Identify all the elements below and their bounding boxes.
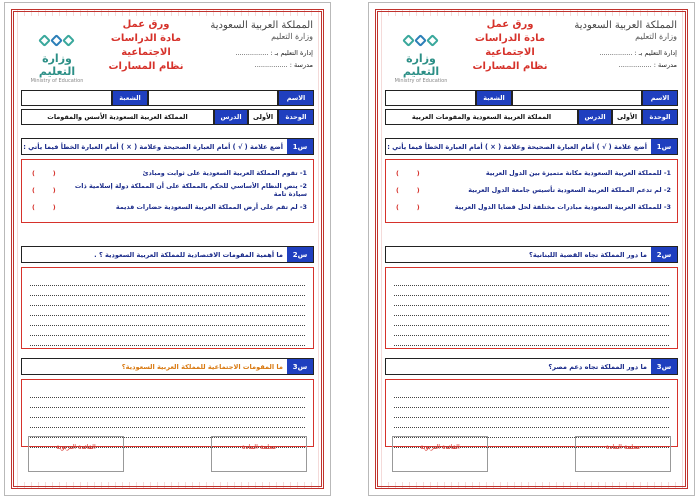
ministry-logo bbox=[26, 34, 88, 84]
section-label: الشعبة bbox=[476, 90, 512, 106]
question-prompt: ما أهمية المقومات الاقتصادية للمملكة العربية السعودية ؟ . bbox=[94, 250, 283, 259]
title-line-1: ورق عمل bbox=[122, 19, 170, 30]
question-number: س1 bbox=[287, 139, 313, 154]
question-prompt: أضع علامة ( √ ) أمام العبارة الصحيحة وعلامة ( × ) أمام العبارة الخطأ فيما يأتي : bbox=[23, 142, 283, 151]
logo-text-en: Ministry of Education bbox=[30, 78, 84, 84]
teacher-signature-box[interactable]: معلمة المادة bbox=[211, 436, 307, 472]
kingdom-block bbox=[547, 20, 677, 69]
ministry-name: وزارة التعليم bbox=[271, 32, 313, 41]
answer-area-2[interactable] bbox=[21, 267, 314, 349]
name-label: الاسم bbox=[278, 90, 314, 106]
answer-parens: ( ) bbox=[32, 168, 56, 177]
question-1-box bbox=[385, 159, 678, 223]
statement-item[interactable]: 1- للمملكة العربية السعودية مكانة متميزة بين الدول العربية ( ) bbox=[396, 168, 671, 177]
lesson-label: الدرس bbox=[214, 109, 248, 125]
section-label: الشعبة bbox=[112, 90, 148, 106]
answer-parens: ( ) bbox=[396, 202, 420, 211]
logo-text-ar: وزارة التعليم bbox=[402, 52, 440, 78]
logo-text-ar: وزارة التعليم bbox=[38, 52, 76, 78]
question-2-bar bbox=[21, 246, 314, 263]
leader-signature-box[interactable]: القائدة التربوية bbox=[28, 436, 124, 472]
kingdom-name: المملكة العربية السعودية bbox=[574, 20, 677, 31]
worksheet-page-1 bbox=[368, 2, 695, 496]
unit-value: الأولى bbox=[612, 109, 642, 125]
unit-label: الوحدة bbox=[642, 109, 678, 125]
info-table bbox=[21, 90, 314, 128]
kingdom-block bbox=[183, 20, 313, 69]
answer-parens: ( ) bbox=[396, 185, 420, 194]
worksheet-page-2 bbox=[4, 2, 331, 496]
question-1-box bbox=[21, 159, 314, 223]
header bbox=[382, 18, 681, 88]
name-label: الاسم bbox=[642, 90, 678, 106]
lesson-label: الدرس bbox=[578, 109, 612, 125]
ministry-logo bbox=[390, 34, 452, 84]
statement-item[interactable]: 3- لم تقم على أرض المملكة العربية السعودية حضارات قديمة ( ) bbox=[32, 202, 307, 211]
question-number: س3 bbox=[287, 359, 313, 374]
school-line[interactable]: مدرسة : ................ bbox=[254, 61, 313, 69]
question-3-bar bbox=[21, 358, 314, 375]
title-line-3: نظام المسارات bbox=[108, 61, 184, 72]
logo-text-en: Ministry of Education bbox=[394, 78, 448, 84]
answer-parens: ( ) bbox=[32, 202, 56, 211]
ministry-name: وزارة التعليم bbox=[635, 32, 677, 41]
statement-item[interactable]: 2- ينص النظام الأساسي للحكم بالمملكة على أن المملكة دولة إسلامية ذات سيادة تامة ( ) bbox=[32, 181, 307, 198]
logo-icon bbox=[26, 34, 88, 52]
kingdom-name: المملكة العربية السعودية bbox=[210, 20, 313, 31]
question-prompt: ما دور المملكة تجاه دعم مصر؟ bbox=[548, 362, 647, 371]
statement-item[interactable]: 3- للمملكة العربية السعودية مبادرات مختلفة لحل قضايا الدول العربية ( ) bbox=[396, 202, 671, 211]
statement-item[interactable]: 2- لم تدعم المملكة العربية السعودية تأسيس جامعة الدول العربية ( ) bbox=[396, 185, 671, 194]
unit-label: الوحدة bbox=[278, 109, 314, 125]
logo-icon bbox=[390, 34, 452, 52]
name-field[interactable] bbox=[512, 90, 642, 106]
section-field[interactable] bbox=[21, 90, 112, 106]
leader-signature-box[interactable]: القائدة التربوية bbox=[392, 436, 488, 472]
question-prompt: ما المقومات الاجتماعية للمملكة العربية السعودية؟ bbox=[121, 362, 283, 371]
school-line[interactable]: مدرسة : ................ bbox=[618, 61, 677, 69]
question-1-bar bbox=[21, 138, 314, 155]
decorative-border bbox=[11, 9, 324, 489]
header bbox=[18, 18, 317, 88]
question-3-bar bbox=[385, 358, 678, 375]
title-line-2: مادة الدراسات الاجتماعية bbox=[110, 33, 182, 58]
question-prompt: أضع علامة ( √ ) أمام العبارة الصحيحة وعلامة ( × ) أمام العبارة الخطأ فيما يأتي : bbox=[387, 142, 647, 151]
section-field[interactable] bbox=[385, 90, 476, 106]
teacher-signature-box[interactable]: معلمة المادة bbox=[575, 436, 671, 472]
info-table bbox=[385, 90, 678, 128]
question-prompt: ما دور المملكة تجاه القضية اللبنانية؟ bbox=[529, 250, 647, 259]
edu-admin-line[interactable]: إدارة التعليم بـ : ................ bbox=[235, 49, 313, 57]
title-line-2: مادة الدراسات الاجتماعية bbox=[474, 33, 546, 58]
unit-value: الأولى bbox=[248, 109, 278, 125]
lesson-value: المملكة العربية السعودية الأسس والمقومات bbox=[21, 109, 214, 125]
question-number: س1 bbox=[651, 139, 677, 154]
question-number: س2 bbox=[287, 247, 313, 262]
title-line-3: نظام المسارات bbox=[472, 61, 548, 72]
decorative-border bbox=[375, 9, 688, 489]
answer-area-2[interactable] bbox=[385, 267, 678, 349]
edu-admin-line[interactable]: إدارة التعليم بـ : ................ bbox=[599, 49, 677, 57]
answer-parens: ( ) bbox=[396, 168, 420, 177]
question-1-bar bbox=[385, 138, 678, 155]
statement-item[interactable]: 1- تقوم المملكة العربية السعودية على ثوابت ومبادئ ( ) bbox=[32, 168, 307, 177]
question-number: س3 bbox=[651, 359, 677, 374]
answer-parens: ( ) bbox=[32, 185, 56, 194]
title-line-1: ورق عمل bbox=[486, 19, 534, 30]
question-number: س2 bbox=[651, 247, 677, 262]
lesson-value: المملكة العربية السعودية والمقومات العربية bbox=[385, 109, 578, 125]
question-2-bar bbox=[385, 246, 678, 263]
name-field[interactable] bbox=[148, 90, 278, 106]
